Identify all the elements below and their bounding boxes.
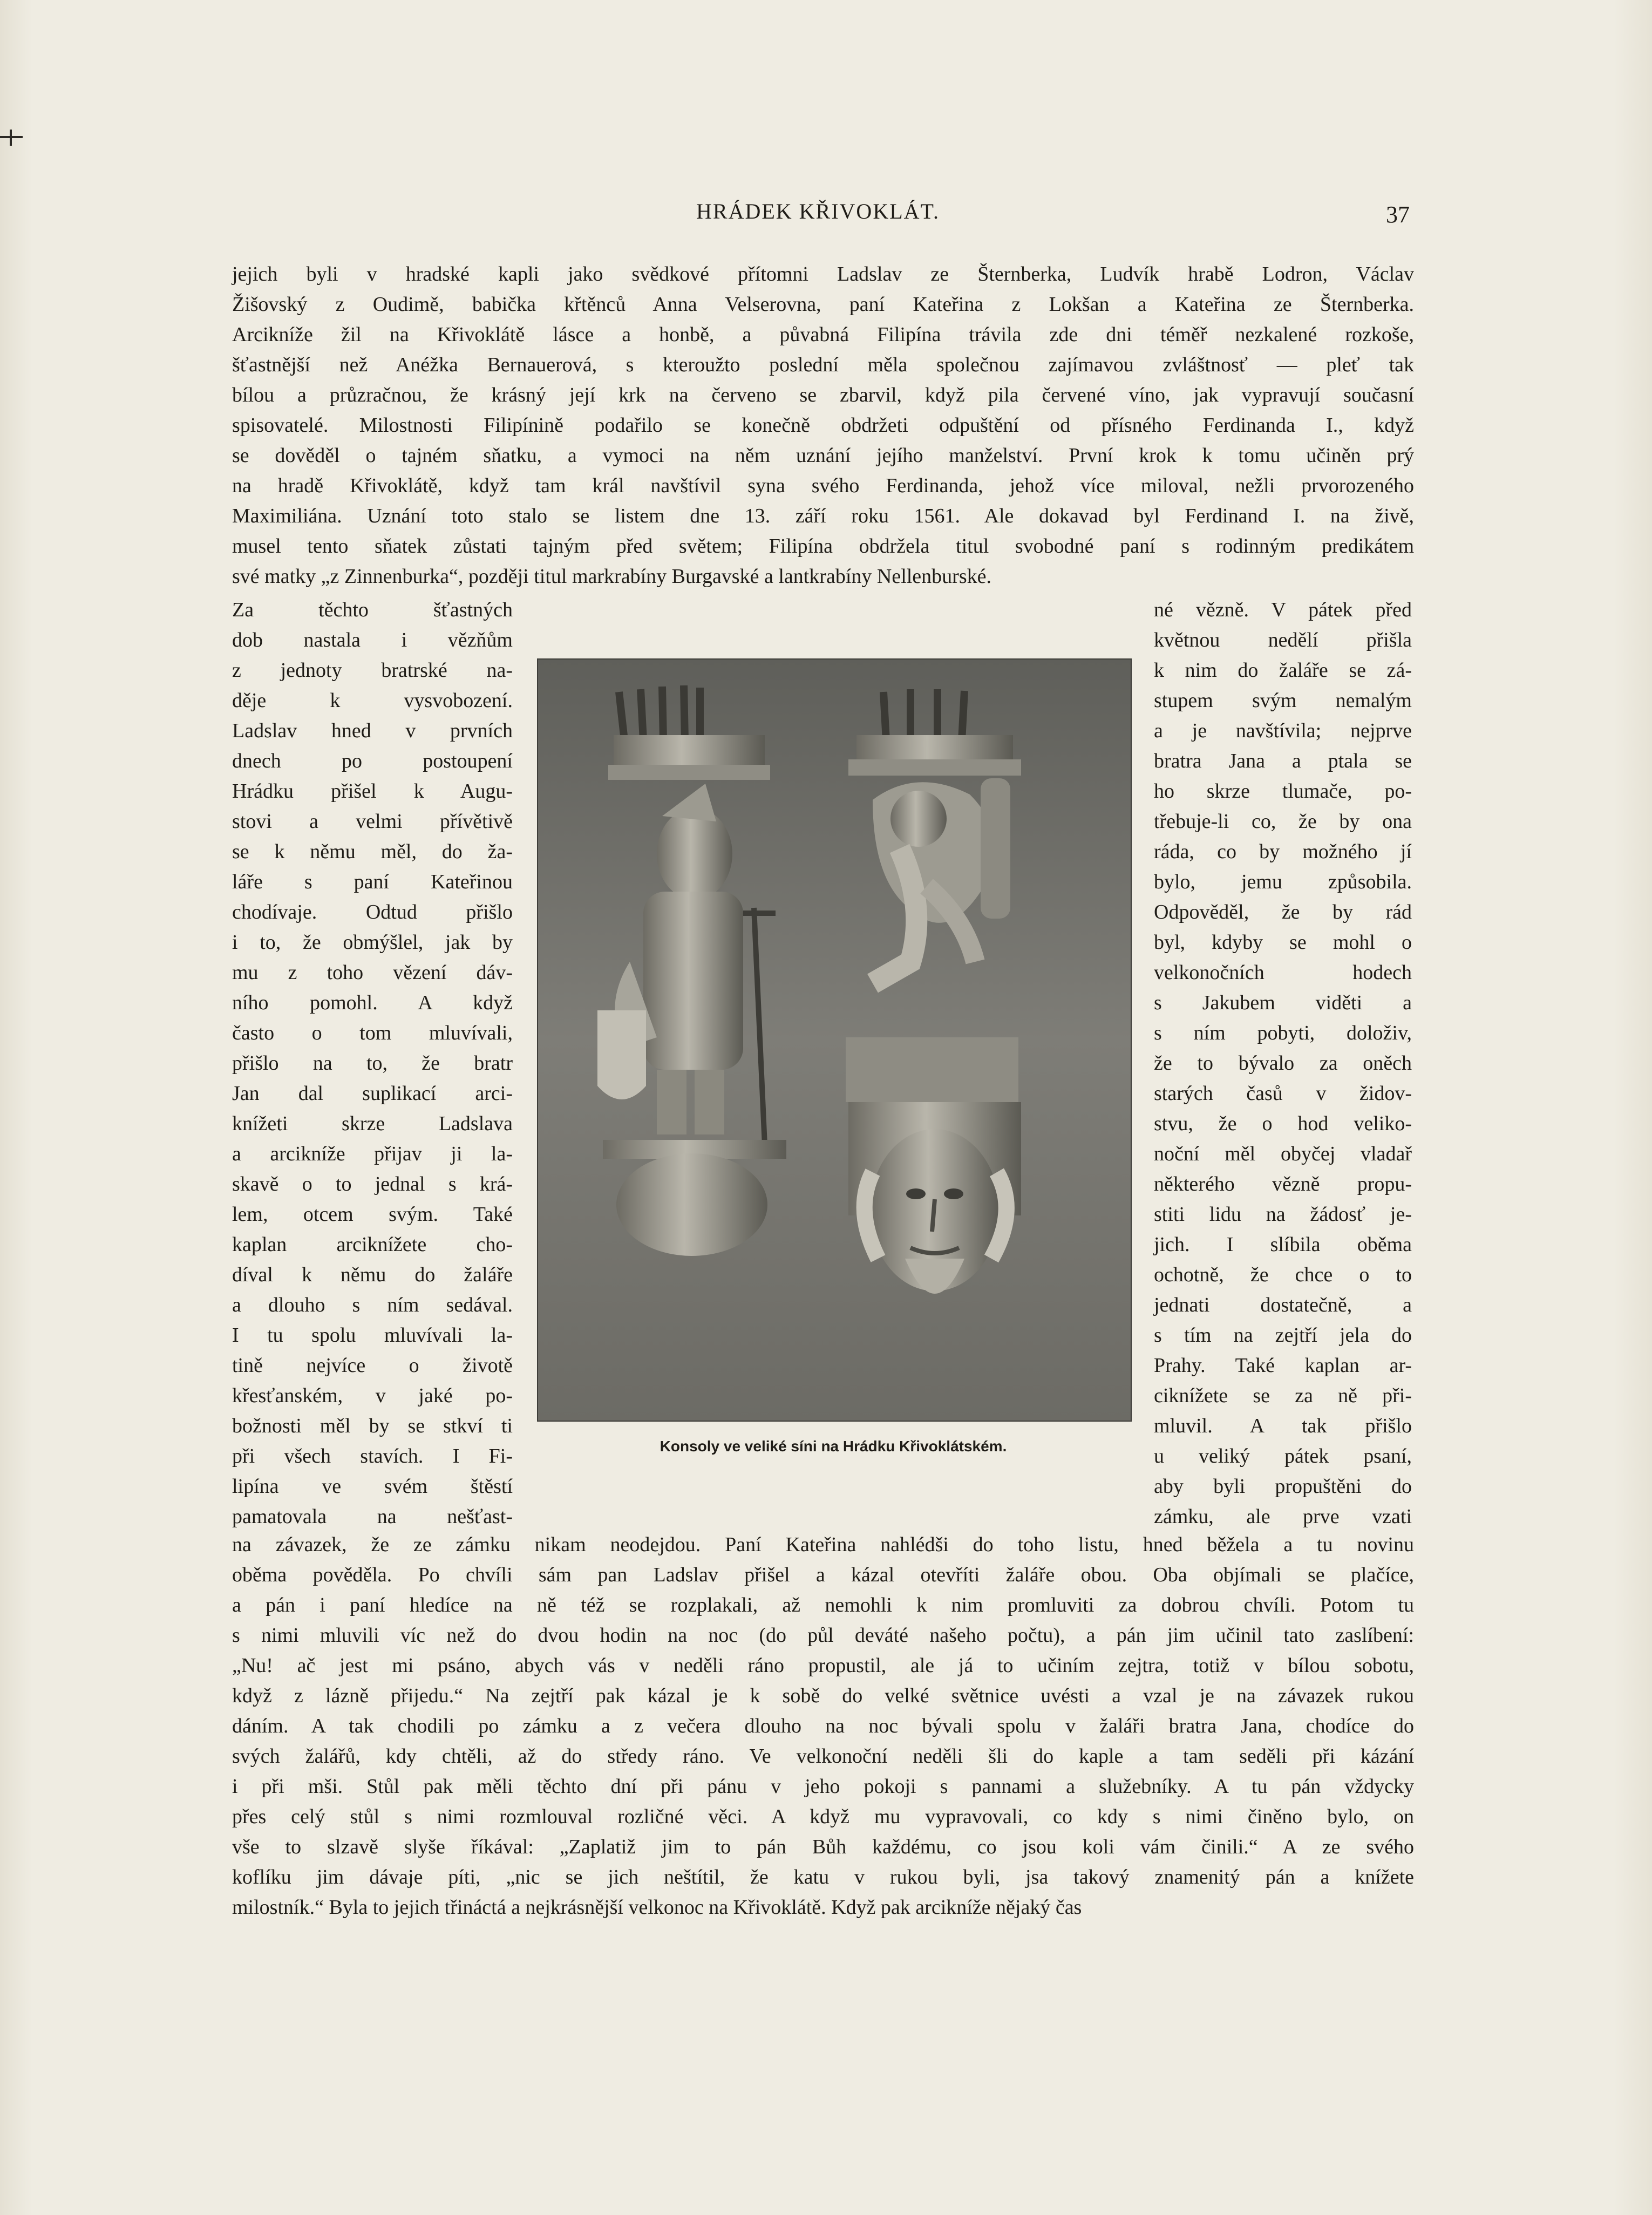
left-column-line: Ladslav hned v prvních <box>232 719 513 742</box>
right-column-line: květnou nedělí přišla <box>1154 629 1412 651</box>
right-column-line: ciknížete se za ně při- <box>1154 1384 1412 1407</box>
right-column-line: zámku, ale prve vzati <box>1154 1505 1412 1528</box>
text-line: vše to slzavě slyše říkával: „Zaplatiž jim to pán Bůh každému, co jsou koli vám činili.“ A ze svého <box>232 1836 1414 1858</box>
text-line: milostník.“ Byla to jejich třináctá a nejkrásnější velkonoc na Křivoklátě. Když pak arcikníže nějaký čas <box>232 1896 1082 1919</box>
right-column-text <box>1154 595 1412 1532</box>
left-column-line: Hrádku přišel k Augu- <box>232 780 513 803</box>
right-column-line: bylo, jemu způsobila. <box>1154 871 1412 893</box>
left-column-text <box>232 595 513 1532</box>
right-column-line: s Jakubem viděti a <box>1154 991 1412 1014</box>
right-column-line: a je navštívila; nejprve <box>1154 719 1412 742</box>
right-column-line: aby byli propuštěni do <box>1154 1475 1412 1498</box>
text-line: na hradě Křivoklátě, když tam král navštívil syna svého Ferdinanda, jehož více miloval, nežli prvorozeného <box>232 474 1414 497</box>
text-line: musel tento sňatek zůstati tajným před světem; Filipína obdržela titul svobodné paní s rodinným predikátem <box>232 535 1414 558</box>
left-column-line: tině nejvíce o životě <box>232 1354 513 1377</box>
left-column-line: chodívaje. Odtud přišlo <box>232 901 513 923</box>
left-column-line: i to, že obmýšlel, jak by <box>232 931 513 954</box>
left-column-line: I tu spolu mluvívali la- <box>232 1324 513 1347</box>
text-line: spisovatelé. Milostnosti Filipínině podařilo se konečně obdržeti odpuštění od přísného Ferdinanda I., když <box>232 414 1414 437</box>
right-column-line: k nim do žaláře se zá- <box>1154 659 1412 682</box>
right-column-line: stvu, že o hod veliko- <box>1154 1112 1412 1135</box>
right-column-line: velkonočních hodech <box>1154 961 1412 984</box>
left-column-line: Za těchto šťastných <box>232 599 513 621</box>
left-column-line: přišlo na to, že bratr <box>232 1052 513 1075</box>
text-line: na závazek, že ze zámku nikam neodejdou. Paní Kateřina nahlédši do toho listu, hned běžela a tu novinu <box>232 1533 1414 1556</box>
illustration-svg <box>538 660 1131 1421</box>
right-column-line: noční měl obyčej vladař <box>1154 1143 1412 1165</box>
text-line: šťastnější než Anéžka Bernauerová, s kteroužto poslední měla společnou zajímavou zvláštnosť — pleť tak <box>232 354 1414 376</box>
left-column-line: láře s paní Kateřinou <box>232 871 513 893</box>
margin-mark <box>10 130 12 146</box>
right-column-line: jich. I slíbila oběma <box>1154 1233 1412 1256</box>
text-line: s nimi mluvili víc než do dvou hodin na noc (do půl deváté našeho počtu), a pán jim učinil tato zaslíbení: <box>232 1624 1414 1647</box>
left-column-line: díval k němu do žaláře <box>232 1263 513 1286</box>
page-number: 37 <box>1386 201 1410 228</box>
left-column-line: stovi a velmi přívětivě <box>232 810 513 833</box>
text-line: Arcikníže žil na Křivoklátě lásce a honbě, a půvabná Filipína trávila zde dni téměř nezkalené rozkoše, <box>232 323 1414 346</box>
text-line: a pán i paní hledíce na ně též se rozplakali, až nemohli k nim promluviti za dobrou chvíli. Potom tu <box>232 1594 1414 1616</box>
carved-consoles-illustration <box>537 658 1132 1422</box>
text-line: „Nu! ač jest mi psáno, abych vás v neděli ráno propustil, ale já to učiním zejtra, totiž v bílou sobotu, <box>232 1654 1414 1677</box>
left-column-line: z jednoty bratrské na- <box>232 659 513 682</box>
right-column-line: né vězně. V pátek před <box>1154 599 1412 621</box>
left-column-line: mu z toho vězení dáv- <box>232 961 513 984</box>
text-line: svých žalářů, kdy chtěli, až do středy ráno. Ve velkonoční neděli šli do kaple a tam seděli při kázání <box>232 1745 1414 1768</box>
right-column-line: ochotně, že chce o to <box>1154 1263 1412 1286</box>
left-column-line: lipína ve svém štěstí <box>232 1475 513 1498</box>
right-column-line: některého vězně propu- <box>1154 1173 1412 1195</box>
top-paragraph <box>232 259 1414 592</box>
left-column-line: Jan dal suplikací arci- <box>232 1082 513 1105</box>
right-bottom-console-head <box>846 1037 1021 1294</box>
left-column-line: při všech stavích. I Fi- <box>232 1445 513 1467</box>
right-column-line: Odpověděl, že by rád <box>1154 901 1412 923</box>
text-line: své matky „z Zinnenburka“, později titul markrabíny Burgavské a lantkrabíny Nellenburské. <box>232 565 991 588</box>
right-column-line: bratra Jana a ptala se <box>1154 750 1412 772</box>
left-column-line: ního pomohl. A když <box>232 991 513 1014</box>
right-column-line: u veliký pátek psaní, <box>1154 1445 1412 1467</box>
right-column-line: s ním pobyti, doloživ, <box>1154 1022 1412 1044</box>
left-column-line: dnech po postoupení <box>232 750 513 772</box>
bottom-paragraph <box>232 1530 1414 1922</box>
text-line: oběma pověděla. Po chvíli sám pan Ladslav přišel a kázal otevříti žaláře obou. Oba objímali se plačíce, <box>232 1564 1414 1586</box>
left-column-line: skavě o to jednal s krá- <box>232 1173 513 1195</box>
right-column-line: byl, kdyby se mohl o <box>1154 931 1412 954</box>
text-line: přes celý stůl s nimi rozmlouval rozličné věci. A když mu vypravovali, co kdy s nimi činěno bylo, on <box>232 1805 1414 1828</box>
left-column-line: knížeti skrze Ladslava <box>232 1112 513 1135</box>
figure-caption: Konsoly ve veliké síni na Hrádku Křivoklátském. <box>660 1438 1007 1455</box>
right-column-line: že to bývalo za oněch <box>1154 1052 1412 1075</box>
running-header-title: HRÁDEK KŘIVOKLÁT. <box>696 199 940 223</box>
right-column-line: s tím na zejtří jela do <box>1154 1324 1412 1347</box>
text-line: Žišovský z Oudimě, babička křtěnců Anna Velserovna, paní Kateřina z Lokšan a Kateřina ze Šternberka. <box>232 293 1414 316</box>
right-column-line: třebuje-li co, že by ona <box>1154 810 1412 833</box>
left-column-line: kaplan arciknížete cho- <box>232 1233 513 1256</box>
left-column-line: a arcikníže přijav ji la- <box>232 1143 513 1165</box>
right-column-line: stiti lidu na žádosť je- <box>1154 1203 1412 1226</box>
right-column-line: jednati dostatečně, a <box>1154 1294 1412 1316</box>
right-column-line: ráda, co by možného jí <box>1154 840 1412 863</box>
right-column-line: mluvil. A tak přišlo <box>1154 1415 1412 1437</box>
left-column-line: děje k vysvobození. <box>232 689 513 712</box>
left-column-line: křesťanském, v jaké po- <box>232 1384 513 1407</box>
text-line: se dověděl o tajném sňatku, a vymoci na něm uznání jejího manželství. První krok k tomu učiněn prý <box>232 444 1414 467</box>
text-line: když z lázně přijedu.“ Na zejtří pak kázal je k sobě do velké světnice uvésti a vzal je na závazek rukou <box>232 1684 1414 1707</box>
text-line: Maximiliána. Uznání toto stalo se listem dne 13. září roku 1561. Ale dokavad byl Ferdinand I. na živě, <box>232 505 1414 527</box>
text-line: i při mši. Stůl pak měli těchto dní při pánu v jeho pokoji s pannami a služebníky. A tu pán vždycky <box>232 1775 1414 1798</box>
right-column-line: starých časů v židov- <box>1154 1082 1412 1105</box>
left-column-line: se k němu měl, do ža- <box>232 840 513 863</box>
left-column-line: a dlouho s ním sedával. <box>232 1294 513 1316</box>
right-column-line: Prahy. Také kaplan ar- <box>1154 1354 1412 1377</box>
text-line: dáním. A tak chodili po zámku a z večera dlouho na noc bývali spolu v žaláři bratra Jana, chodíce do <box>232 1715 1414 1737</box>
text-line: koflíku jim dávaje píti, „nic se jich neštítil, že katu v rukou byli, jsa takový znamenitý pán a knížete <box>232 1866 1414 1888</box>
left-column-line: často o tom mluvívali, <box>232 1022 513 1044</box>
left-column-line: lem, otcem svým. Také <box>232 1203 513 1226</box>
right-column-line: stupem svým nemalým <box>1154 689 1412 712</box>
text-line: jejich byli v hradské kapli jako svědkové přítomni Ladslav ze Šternberka, Ludvík hrabě Lodron, Václav <box>232 263 1414 286</box>
left-column-line: božnosti měl by se stkví ti <box>232 1415 513 1437</box>
left-column-line: dob nastala i vězňům <box>232 629 513 651</box>
right-column-line: ho skrze tlumače, po- <box>1154 780 1412 803</box>
text-line: bílou a průzračnou, že krásný její krk na červeno se zbarvil, když pila červené víno, jak vypravují současní <box>232 384 1414 406</box>
left-column-line: pamatovala na nešťast- <box>232 1505 513 1528</box>
